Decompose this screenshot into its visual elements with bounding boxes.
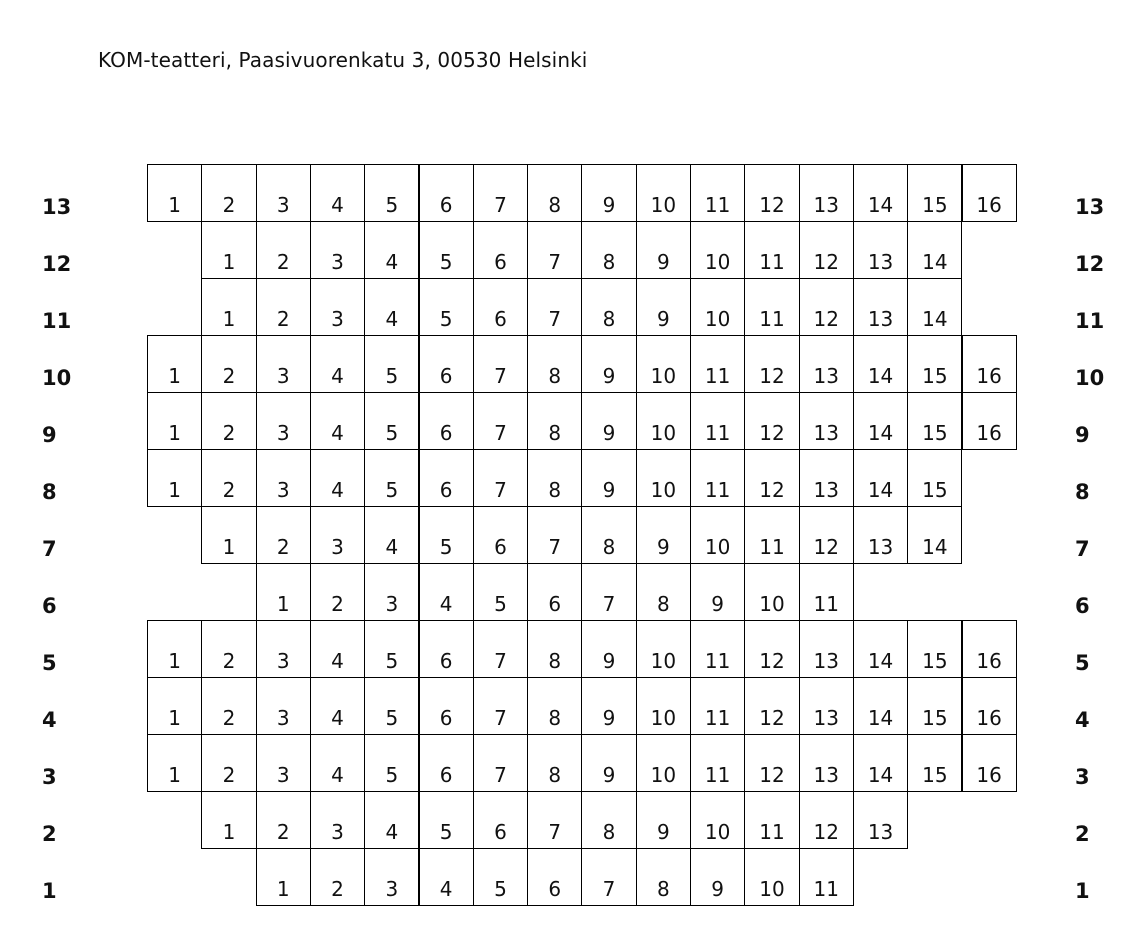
seat[interactable]: 5 <box>419 278 474 336</box>
seat[interactable]: 12 <box>744 620 799 678</box>
seat[interactable]: 10 <box>636 335 691 393</box>
seat[interactable]: 9 <box>690 563 745 621</box>
seat[interactable]: 15 <box>907 677 962 735</box>
venue-title: KOM-teatteri, Paasivuorenkatu 3, 00530 Helsinki <box>98 48 588 72</box>
seat[interactable]: 16 <box>962 392 1017 450</box>
seat[interactable]: 2 <box>201 677 256 735</box>
seat[interactable]: 4 <box>310 392 365 450</box>
seat[interactable]: 15 <box>907 392 962 450</box>
seat[interactable]: 2 <box>256 791 311 849</box>
row-label-left: 1 <box>42 879 57 903</box>
seat[interactable]: 2 <box>256 506 311 564</box>
seat[interactable]: 1 <box>147 392 202 450</box>
seat[interactable]: 14 <box>853 734 908 792</box>
row-label-left: 6 <box>42 594 57 618</box>
seat[interactable]: 14 <box>853 620 908 678</box>
seat[interactable]: 12 <box>744 164 799 222</box>
seat[interactable]: 12 <box>744 734 799 792</box>
seat[interactable]: 11 <box>799 563 854 621</box>
row-label-left: 3 <box>42 765 57 789</box>
seat[interactable]: 6 <box>527 563 582 621</box>
seat[interactable]: 13 <box>853 506 908 564</box>
seat[interactable]: 5 <box>419 221 474 279</box>
seat[interactable]: 2 <box>256 221 311 279</box>
seat[interactable]: 14 <box>853 449 908 507</box>
seat[interactable]: 1 <box>147 335 202 393</box>
seat[interactable]: 3 <box>310 791 365 849</box>
seat[interactable]: 12 <box>744 335 799 393</box>
row-label-left: 13 <box>42 195 72 219</box>
seat[interactable]: 13 <box>799 335 854 393</box>
seat[interactable]: 11 <box>690 677 745 735</box>
seat[interactable]: 13 <box>853 278 908 336</box>
seat[interactable]: 11 <box>690 620 745 678</box>
seat[interactable]: 4 <box>310 164 365 222</box>
seat[interactable]: 7 <box>527 506 582 564</box>
seat[interactable]: 14 <box>853 392 908 450</box>
row-label-right: 4 <box>1075 708 1090 732</box>
seat[interactable]: 4 <box>419 848 474 906</box>
row-label-right: 8 <box>1075 480 1090 504</box>
seat[interactable]: 12 <box>799 791 854 849</box>
seat[interactable]: 10 <box>636 677 691 735</box>
row-label-right: 6 <box>1075 594 1090 618</box>
seat[interactable]: 15 <box>907 620 962 678</box>
seat[interactable]: 2 <box>201 449 256 507</box>
seat[interactable]: 5 <box>364 677 419 735</box>
seat[interactable]: 14 <box>853 164 908 222</box>
seat[interactable]: 9 <box>690 848 745 906</box>
seat[interactable]: 11 <box>690 449 745 507</box>
seat[interactable]: 2 <box>201 620 256 678</box>
seat[interactable]: 8 <box>527 392 582 450</box>
seat[interactable]: 1 <box>147 620 202 678</box>
seat[interactable]: 7 <box>473 335 528 393</box>
seat[interactable]: 6 <box>473 506 528 564</box>
seat[interactable]: 14 <box>907 278 962 336</box>
seat[interactable]: 12 <box>744 677 799 735</box>
row-label-left: 11 <box>42 309 72 333</box>
seat[interactable]: 4 <box>310 620 365 678</box>
seat[interactable]: 7 <box>527 791 582 849</box>
seat[interactable]: 1 <box>147 164 202 222</box>
seat[interactable]: 13 <box>799 164 854 222</box>
seat[interactable]: 2 <box>256 278 311 336</box>
row-label-right: 7 <box>1075 537 1090 561</box>
seat[interactable]: 6 <box>473 221 528 279</box>
row-label-left: 2 <box>42 822 57 846</box>
seat[interactable]: 12 <box>744 449 799 507</box>
seat[interactable]: 10 <box>636 620 691 678</box>
seat[interactable]: 10 <box>636 392 691 450</box>
seat[interactable]: 7 <box>527 221 582 279</box>
seat[interactable]: 2 <box>201 734 256 792</box>
seat[interactable]: 1 <box>201 791 256 849</box>
seat[interactable]: 16 <box>962 164 1017 222</box>
seat[interactable]: 13 <box>853 221 908 279</box>
seat[interactable]: 11 <box>744 221 799 279</box>
seat[interactable]: 3 <box>256 449 311 507</box>
seat[interactable]: 9 <box>581 449 636 507</box>
seat[interactable]: 6 <box>473 791 528 849</box>
seat[interactable]: 3 <box>256 677 311 735</box>
seat[interactable]: 1 <box>201 506 256 564</box>
seat[interactable]: 7 <box>473 392 528 450</box>
seat[interactable]: 3 <box>256 620 311 678</box>
seat[interactable]: 8 <box>527 620 582 678</box>
seat[interactable]: 16 <box>962 734 1017 792</box>
seat[interactable]: 10 <box>744 848 799 906</box>
seat[interactable]: 5 <box>419 506 474 564</box>
seat[interactable]: 3 <box>310 221 365 279</box>
seat[interactable]: 4 <box>364 278 419 336</box>
seat[interactable]: 1 <box>201 278 256 336</box>
seat[interactable]: 9 <box>581 734 636 792</box>
seat[interactable]: 12 <box>744 392 799 450</box>
seat[interactable]: 14 <box>907 221 962 279</box>
seat[interactable]: 12 <box>799 506 854 564</box>
seat[interactable]: 6 <box>419 620 474 678</box>
seat[interactable]: 5 <box>364 164 419 222</box>
seat[interactable]: 3 <box>256 164 311 222</box>
seat[interactable]: 6 <box>473 278 528 336</box>
seat[interactable]: 1 <box>147 449 202 507</box>
row-label-left: 10 <box>42 366 72 390</box>
seat[interactable]: 11 <box>744 278 799 336</box>
seat[interactable]: 16 <box>962 677 1017 735</box>
seat[interactable]: 7 <box>473 620 528 678</box>
seat[interactable]: 10 <box>690 791 745 849</box>
seat[interactable]: 2 <box>310 563 365 621</box>
seat[interactable]: 5 <box>364 734 419 792</box>
row-label-left: 5 <box>42 651 57 675</box>
seat[interactable]: 11 <box>744 791 799 849</box>
seat[interactable]: 3 <box>310 278 365 336</box>
seat[interactable]: 5 <box>364 335 419 393</box>
seat[interactable]: 2 <box>201 164 256 222</box>
seat[interactable]: 5 <box>473 848 528 906</box>
seat[interactable]: 1 <box>256 848 311 906</box>
seat[interactable]: 16 <box>962 620 1017 678</box>
seat[interactable]: 11 <box>690 335 745 393</box>
seat[interactable]: 4 <box>310 335 365 393</box>
seat[interactable]: 6 <box>419 392 474 450</box>
seat[interactable]: 5 <box>364 449 419 507</box>
seat[interactable]: 6 <box>419 335 474 393</box>
seat[interactable]: 9 <box>636 791 691 849</box>
seat[interactable]: 1 <box>256 563 311 621</box>
seat[interactable]: 8 <box>581 278 636 336</box>
seat[interactable]: 10 <box>744 563 799 621</box>
seat[interactable]: 9 <box>581 164 636 222</box>
row-label-right: 13 <box>1075 195 1105 219</box>
seat[interactable]: 6 <box>527 848 582 906</box>
seat[interactable]: 10 <box>690 221 745 279</box>
row-label-right: 3 <box>1075 765 1090 789</box>
seat[interactable]: 8 <box>581 221 636 279</box>
seat[interactable]: 2 <box>201 392 256 450</box>
seat[interactable]: 13 <box>853 791 908 849</box>
seat[interactable]: 11 <box>799 848 854 906</box>
seat[interactable]: 13 <box>799 620 854 678</box>
seat[interactable]: 4 <box>364 791 419 849</box>
seat[interactable]: 6 <box>419 164 474 222</box>
seat[interactable]: 3 <box>364 563 419 621</box>
seat[interactable]: 11 <box>690 734 745 792</box>
seat[interactable]: 9 <box>581 677 636 735</box>
seat[interactable]: 8 <box>527 164 582 222</box>
seat[interactable]: 11 <box>690 392 745 450</box>
seat[interactable]: 12 <box>799 221 854 279</box>
seat[interactable]: 10 <box>690 278 745 336</box>
seat[interactable]: 11 <box>744 506 799 564</box>
seat[interactable]: 15 <box>907 449 962 507</box>
seat[interactable]: 4 <box>364 506 419 564</box>
seat[interactable]: 1 <box>147 734 202 792</box>
seat[interactable]: 11 <box>690 164 745 222</box>
seat[interactable]: 10 <box>636 734 691 792</box>
seat[interactable]: 15 <box>907 734 962 792</box>
seat[interactable]: 8 <box>527 449 582 507</box>
seat[interactable]: 9 <box>636 506 691 564</box>
seat[interactable]: 9 <box>636 221 691 279</box>
row-label-left: 9 <box>42 423 57 447</box>
seat[interactable]: 2 <box>201 335 256 393</box>
seat[interactable]: 8 <box>527 677 582 735</box>
seat[interactable]: 5 <box>419 791 474 849</box>
seat[interactable]: 7 <box>527 278 582 336</box>
seat[interactable]: 5 <box>364 620 419 678</box>
seat[interactable]: 4 <box>310 449 365 507</box>
seat[interactable]: 13 <box>799 449 854 507</box>
seat[interactable]: 6 <box>419 677 474 735</box>
seat[interactable]: 8 <box>636 848 691 906</box>
row-label-right: 11 <box>1075 309 1105 333</box>
seat[interactable]: 3 <box>256 335 311 393</box>
seat[interactable]: 15 <box>907 335 962 393</box>
seat[interactable]: 14 <box>853 677 908 735</box>
seat[interactable]: 8 <box>527 734 582 792</box>
seat[interactable]: 6 <box>419 734 474 792</box>
seat[interactable]: 3 <box>310 506 365 564</box>
row-label-right: 5 <box>1075 651 1090 675</box>
seat[interactable]: 7 <box>473 677 528 735</box>
seat[interactable]: 8 <box>581 791 636 849</box>
seat[interactable]: 4 <box>419 563 474 621</box>
seat[interactable]: 12 <box>799 278 854 336</box>
seat[interactable]: 9 <box>581 335 636 393</box>
seat[interactable]: 15 <box>907 164 962 222</box>
row-label-left: 4 <box>42 708 57 732</box>
seat[interactable]: 7 <box>581 563 636 621</box>
seat[interactable]: 6 <box>419 449 474 507</box>
seat[interactable]: 4 <box>310 677 365 735</box>
seat[interactable]: 4 <box>364 221 419 279</box>
seat[interactable]: 5 <box>473 563 528 621</box>
seat[interactable]: 3 <box>256 392 311 450</box>
seat[interactable]: 7 <box>473 449 528 507</box>
seat[interactable]: 10 <box>636 164 691 222</box>
row-label-right: 2 <box>1075 822 1090 846</box>
row-label-left: 7 <box>42 537 57 561</box>
seat[interactable]: 16 <box>962 335 1017 393</box>
seat[interactable]: 1 <box>147 677 202 735</box>
seat[interactable]: 8 <box>636 563 691 621</box>
row-label-right: 10 <box>1075 366 1105 390</box>
seat[interactable]: 5 <box>364 392 419 450</box>
seat[interactable]: 9 <box>581 392 636 450</box>
row-label-right: 1 <box>1075 879 1090 903</box>
seat[interactable]: 13 <box>799 392 854 450</box>
seat[interactable]: 8 <box>527 335 582 393</box>
seat[interactable]: 1 <box>201 221 256 279</box>
row-label-right: 9 <box>1075 423 1090 447</box>
seat[interactable]: 7 <box>581 848 636 906</box>
seat[interactable]: 8 <box>581 506 636 564</box>
seat[interactable]: 10 <box>690 506 745 564</box>
seat[interactable]: 9 <box>636 278 691 336</box>
seat[interactable]: 10 <box>636 449 691 507</box>
seat[interactable]: 3 <box>364 848 419 906</box>
row-label-left: 8 <box>42 480 57 504</box>
seat[interactable]: 2 <box>310 848 365 906</box>
seat[interactable]: 13 <box>799 734 854 792</box>
seat[interactable]: 13 <box>799 677 854 735</box>
seat[interactable]: 7 <box>473 164 528 222</box>
seat[interactable]: 7 <box>473 734 528 792</box>
seat[interactable]: 14 <box>853 335 908 393</box>
row-label-left: 12 <box>42 252 72 276</box>
seat[interactable]: 4 <box>310 734 365 792</box>
seat[interactable]: 14 <box>907 506 962 564</box>
row-label-right: 12 <box>1075 252 1105 276</box>
seat[interactable]: 3 <box>256 734 311 792</box>
seat[interactable]: 9 <box>581 620 636 678</box>
